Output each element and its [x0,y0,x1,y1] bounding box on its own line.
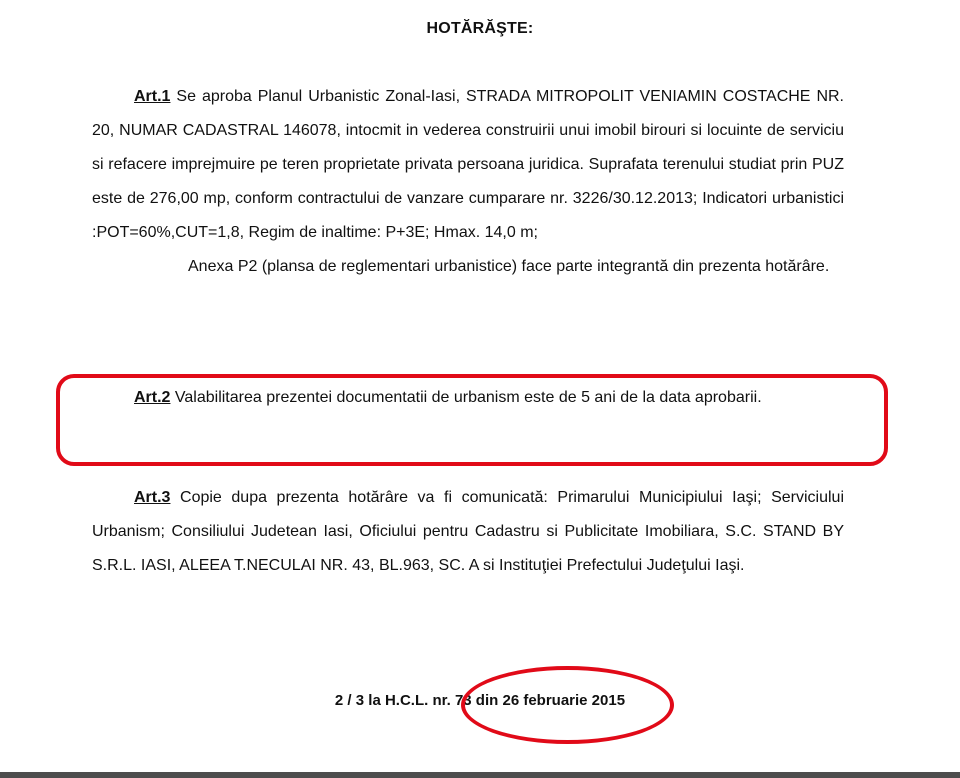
decision-heading: HOTĂRĂŞTE: [426,20,534,37]
viewer-bottom-bar [0,772,960,778]
page-footer: 2 / 3 la H.C.L. nr. 73 din 26 februarie 2015 [334,692,626,709]
article-1-label: Art.1 [134,88,171,105]
article-1-body [92,80,844,250]
article-3-text: Copie dupa prezenta hotărâre va fi comunicată: Primarului Municipiului Iaşi; Serviciului Urbanism; Consiliului Judetean Iasi, Oficiului pentru Cadastru si Publicitate Imobiliara, S.C. STAND BY S.R.L. IASI, ALEEA T.NECULAI NR. 43, BL.963, SC. A si Instituţiei Prefectului Judeţului Iaşi. [92,489,844,574]
date-highlight-oval [461,666,674,744]
article-2 [92,381,844,415]
article-2-label: Art.2 [134,389,171,406]
article-1-text: Se aproba Planul Urbanistic Zonal-Iasi, STRADA MITROPOLIT VENIAMIN COSTACHE NR. 20, NUMAR CADASTRAL 146078, intocmit in vederea construirii unui imobil birouri si locuinte de serviciu si refacere imprejmuire pe teren proprietate privata persoana juridica. Suprafata terenului studiat prin PUZ este de 276,00 mp, conform contractului de vanzare cumparare nr. 3226/30.12.2013; Indicatori urbanistici :POT=60%,CUT=1,8, Regim de inaltime: P+3E; Hmax. 14,0 m; [92,88,844,241]
article-3 [92,481,844,583]
article-1 [92,80,844,284]
article-2-text: Valabilitarea prezentei documentatii de urbanism este de 5 ani de la data aprobarii. [170,389,762,406]
article-2-body [92,381,844,415]
article-3-label: Art.3 [134,489,171,506]
article-3-body [92,481,844,583]
article-1-annex: Anexa P2 (plansa de reglementari urbanistice) face parte integrantă din prezenta hotărâre. [188,258,830,275]
